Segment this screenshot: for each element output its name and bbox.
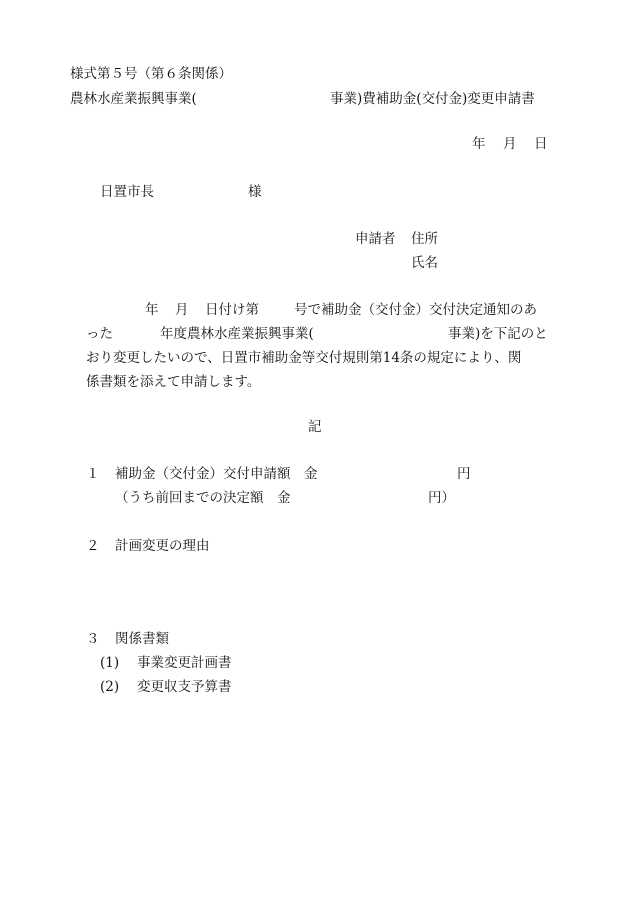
ki-heading: 記 xyxy=(308,419,322,435)
applicant-label: 申請者 xyxy=(355,231,396,247)
body-line2-mid: 年度農林水産業振興事業( xyxy=(160,326,314,342)
item2-number: ２ xyxy=(86,538,100,554)
doc1-number: (1) xyxy=(100,655,120,671)
item2-label: 計画変更の理由 xyxy=(115,538,210,554)
item1-sub-label: （うち前回までの決定額 金 xyxy=(115,490,291,506)
item3-number: ３ xyxy=(86,631,100,647)
document-title-right: 事業)費補助金(交付金)変更申請書 xyxy=(330,91,535,107)
body-line3: おり変更したいので、日置市補助金等交付規則第14条の規定により、関 xyxy=(86,350,522,366)
applicant-name-label: 氏名 xyxy=(411,255,438,271)
item3-label: 関係書類 xyxy=(115,631,169,647)
item1-sub-yen: 円） xyxy=(428,490,455,506)
item1-label: 補助金（交付金）交付申請額 金 xyxy=(115,466,318,482)
addressee-name: 日置市長 xyxy=(100,184,154,200)
body-line2-end: 事業)を下記のと xyxy=(448,326,548,342)
body-line1-rest: 号で補助金（交付金）交付決定通知のあ xyxy=(294,302,537,318)
doc1-label: 事業変更計画書 xyxy=(137,655,232,671)
body-line2-start: った xyxy=(86,326,113,342)
form-number: 様式第５号（第６条関係） xyxy=(70,66,232,82)
item1-number: １ xyxy=(86,466,100,482)
body-line1-date-no: 日付け第 xyxy=(205,302,259,318)
doc2-number: (2) xyxy=(100,679,120,695)
document-title-left: 農林水産業振興事業( xyxy=(70,91,197,107)
body-line1-year: 年 xyxy=(145,302,159,318)
item1-yen: 円 xyxy=(457,466,471,482)
doc2-label: 変更収支予算書 xyxy=(137,679,232,695)
applicant-address-label: 住所 xyxy=(411,231,438,247)
addressee-honorific: 様 xyxy=(248,184,262,200)
date-line: 年 月 日 xyxy=(472,136,550,152)
body-line4: 係書類を添えて申請します。 xyxy=(86,374,261,390)
body-line1-month: 月 xyxy=(175,302,189,318)
